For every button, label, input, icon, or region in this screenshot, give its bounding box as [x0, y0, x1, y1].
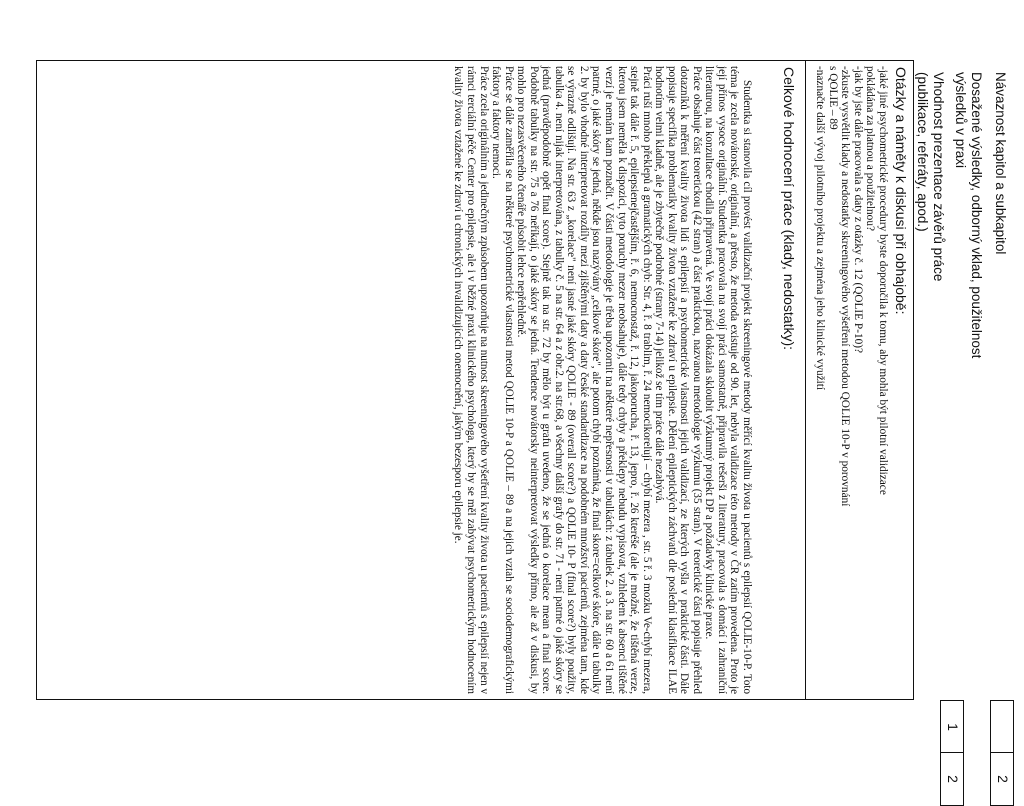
question-item: -zkuste vysvětlit klady a nedostatky skreeningového vyšetření metodou QOLIE 10-P v porovnání — [839, 66, 852, 507]
questions-title: Otázky a náměty k diskusi při obhajobě: — [893, 67, 909, 315]
question-item: pokládána za platnou a použitelnou? — [864, 66, 877, 231]
question-item: -naznačte další vývoj pilotního projektu a zejména jeho klinické využití — [814, 66, 827, 391]
header-presentation-line-2: (publikace, referáty, apod.) — [915, 72, 930, 232]
question-item: -jak by jste dále pracovala s daty z otázky č. 12 (QOLIE P-10)? — [851, 66, 864, 354]
header-presentation-line: Vhodnost prezentace závěrů práce — [931, 72, 946, 282]
header-results-line-2: výsledků v praxi — [953, 72, 968, 169]
score-box-value: 2 — [990, 752, 1014, 806]
question-item: s QOLIE – 89 — [826, 66, 839, 130]
header-results-line: Dosažené výsledky, odborný vklad, použitelnost — [969, 72, 984, 359]
evaluation-paragraph: Práci ruší mnoho překlepů a gramatických chyb: Str. 4, ř. 8 trablim, ř. 24 nemocikorelují – chybí mezera , str. 5 ř. 3 mozku Ve-chybí mezera, stejně tak dále ř. 5, epilepsienejčastějším, ř. 6, nemocnostaž, ř. 12, jakoporucha, ř. 13, jepro, ř. 26 kteréše (ale je možné, že tištěná verze, kterou jsem neměla k dispozici, tyto poruchy mezer neobsahuje), dále tedy chyby a překlepy nebudu vypisovat, vzhledem k absenci tištěné verzí je nemám kam poznačit. V části metodologie je třeba upozornit na některé nepřesnosti v tabulkách: z tabulek 2. a 3. na str. 60 a 61 není patrné, o jaké skóry se jedná, někde jsou nazývány „celkové skóre", ale potom chybí poznámka, že final skore=celkové skóre, dále u tabulky 2. by bylo vhodné interpretovat rozdíly mezi zjištěnými daty a daty české standardizace na podobném množství pacientů, zejména tam, kde se výrazně odlišují. Na str. 63 z „korelace" není jasné jaké skóry QOLIE - 89 (overall score?) a QOLIE 10- P (final score?) byly použity, tabulka 4. není nijak interpretována, z tabulky č. 5 na str. 64 a z obr.2. na str.68, a všechny další grafy do str. 71 - není patrné o jaké skóry se jedná (pravděpodobně opět final score). Stejně tak na str. 72 by mělo být u grafu uvedeno, že se jedná o korelace mean a final score. Podobně tabulky na str. 75 a 76 neříkají, o jaké skóry se jedná. Tendence novátorsky neinterpretovat výsledky přímo, ale až v diskusi, by mohlo pro nezasvěceného čtenáře působit lehce nepřehledně. — [515, 66, 653, 694]
evaluation-text — [452, 66, 753, 694]
question-item: -jaké jiné psychometrické procedury byste doporučila k tomu, aby mohla být pilotní validizace — [877, 66, 889, 495]
section-divider — [805, 61, 806, 699]
evaluation-paragraph: Práce zcela originálním a jedinečným způsobem upozorňuje na nutnost skreeningového vyšetření kvality života u pacientů s epilepsií nejen v rámci terciální péče Center pro epilepsie, ale i v běžné praxi klinického psychologa, který by se měl zabývat psychometrickým hodnocením kvality života vztažené ke zdraví u chronických invalidizujících onemocnění, jakým bezesporu epilepsie je. — [452, 66, 490, 694]
score-box-empty — [990, 700, 1014, 753]
score-box-value: 1 — [940, 700, 964, 753]
evaluation-frame — [36, 60, 914, 700]
questions-list — [813, 66, 889, 694]
score-box-value: 2 — [940, 752, 964, 806]
evaluation-paragraph: Práce se dále zaměřila se na některé psychometrické vlastnosti metod QOLIE 10-P a QOLIE – 89 a na jejich vztah se sociodemografickými faktory a faktory nemoci. — [490, 66, 515, 694]
evaluation-paragraph: Práce obsahuje část teoretickou (42 stran) a část praktickou, nazvanou metodologie výzkumu (35 stran). V teoretické části popisuje přehled dotazníků k měření kvality života lidí s epilepsií a psychometrické vlastnosti jejich validizací, ze kterých vyšla v praktické části. Dále popisuje specifika problematiky kvality života vztažené ke zdraví u epilepsie. Dělení epileptických záchvatů dle poslední klasifikace ILAE hodnotím velmi kladně, ale je zbytečně podrobné (strany 7-14) jelikož se tím práce dále nezabývá. — [653, 66, 703, 694]
evaluation-title: Celkové hodnocení práce (klady, nedostatky): — [781, 67, 797, 351]
evaluation-paragraph: Studentka si stanovila cíl provést validizační projekt skreeningové metody měřící kvalitu života u pacientů s epilepsií QOLIE-10-P. Toto téma je zcela novátorské, originální, a přesto, že metoda existuje od 90. let, nebyla validizace této metody v ČR zatím provedena. Proto je její přínos vysoce originální. Studentka pracovala na svojí práci samostatně, připravila rešerši z literatury, pracovala s domácí i zahraniční literaturou, na konzultace chodila připravená. Ve svojí práci dokázala skloubit výzkumný projekt DP a požadavky klinické praxe. — [703, 66, 753, 694]
header-chapter-continuity: Návaznost kapitol a subkapitol — [993, 72, 1008, 255]
